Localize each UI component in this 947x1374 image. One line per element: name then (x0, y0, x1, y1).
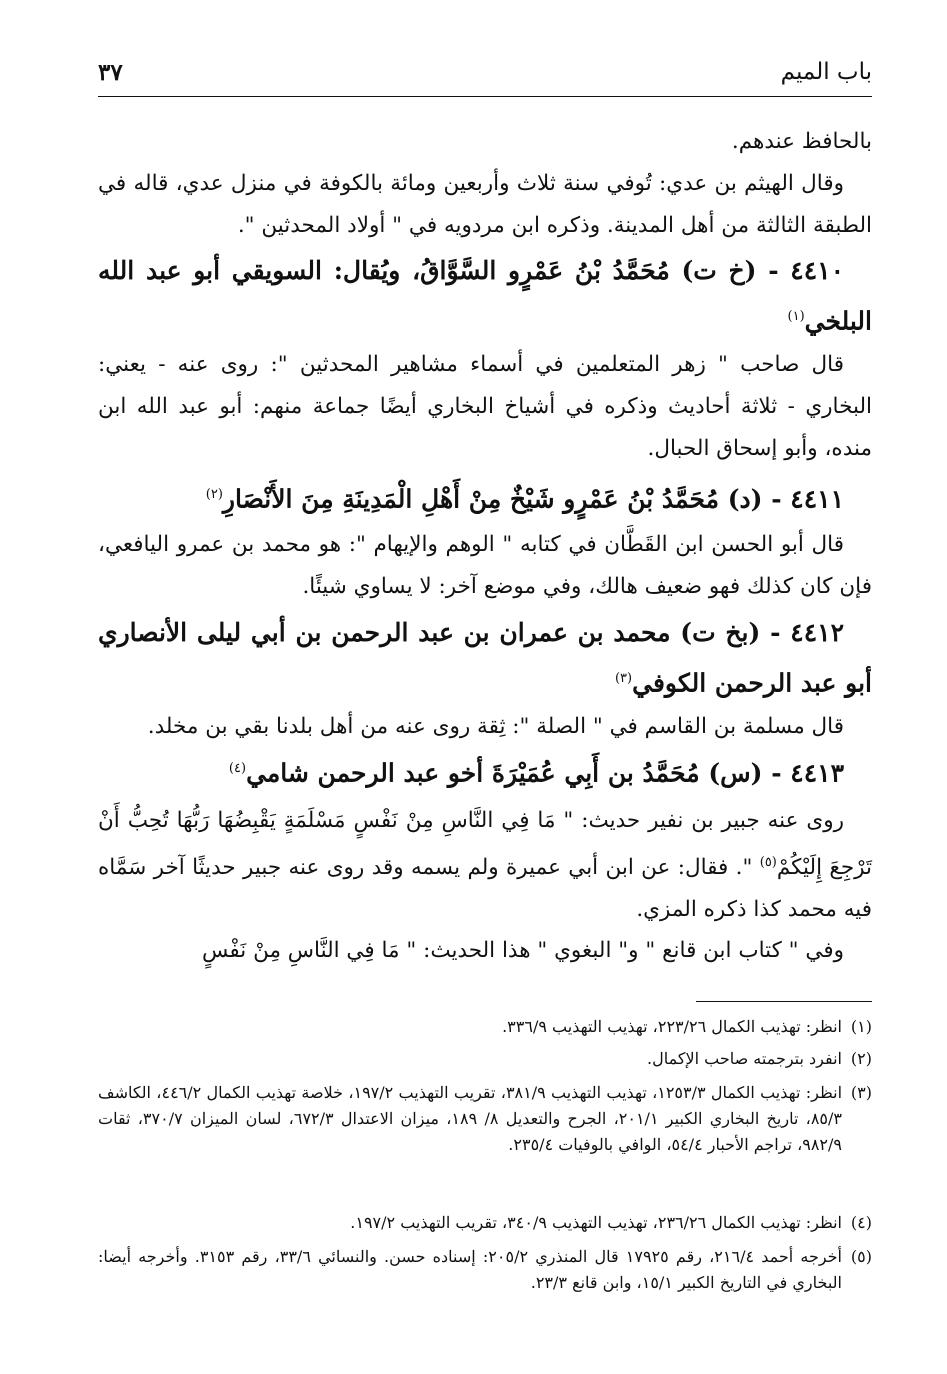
running-head: باب الميم (780, 59, 872, 85)
footnote-ref: (٤) (228, 761, 247, 776)
footnote-item (98, 1244, 872, 1296)
footnote-ref: (٥) (759, 855, 777, 870)
hadith-text: روى عنه جبير بن نفير حديث: " مَا فِي النَّاسِ مِنْ نَفْسٍ مَسْلَمَةٍ يَقْبِضُهَا رَبُّهَا تُحِبُّ أَنْ تَرْجِعَ إِلَيْكُمْ (98, 808, 873, 881)
footnote-item (98, 1210, 872, 1236)
footnote-ref: (٣) (614, 671, 633, 686)
footnote-text: انظر: تهذيب الكمال ١٢٥٣/٣، تهذيب التهذيب ٣٨١/٩، تقريب التهذيب ١٩٧/٢، خلاصة تهذيب الكمال ٤٤٦/٢، الكاشف ٨٥/٣، تاريخ البخاري الكبير ٢٠١/١، الجرح والتعديل ٨/ ١٨٩، ميزان الاعتدال ٦٧٢/٣، لسان الميزان ٣٧٠/٧، ثقات ٩٨٢/٩، تراجم الأحبار ٥٤/٤، الوافي بالوفيات ٢٣٥/٤. (98, 1083, 843, 1154)
footnote-ref: (٢) (205, 487, 223, 502)
header-rule (98, 96, 872, 97)
footnote-item (98, 1046, 872, 1072)
footnote-number: (٢) (850, 1049, 872, 1068)
page-number: ٣٧ (98, 59, 123, 86)
paragraph-text: قال أبو الحسن ابن القَطَّان في كتابه " الوهم والإيهام ": هو محمد بن عمرو اليافعي، فإن كان كذلك فهو ضعيف هالك، وفي موضع آخر: لا يساوي شيئًا. (98, 532, 872, 599)
paragraph-text: وقال الهيثم بن عدي: تُوفي سنة ثلاث وأربعين ومائة بالكوفة في منزل عدي، قاله في الطبقة الثالثة من أهل المدينة. وذكره ابن مردويه في " أولاد المحدثين ". (98, 171, 872, 238)
entry-heading-4412 (98, 610, 872, 706)
entry-heading-text: ٤٤١٣ - (س) مُحَمَّدُ بن أَبِي عُمَيْرَةَ أخو عبد الرحمن شامي (246, 758, 844, 788)
entry-heading-text: ٤٤١٠ - (خ ت) مُحَمَّدُ بْنُ عَمْرٍو السَّوَّاقُ، ويُقال: السويقي أبو عبد الله البلخي (98, 256, 872, 336)
footnote-ref: (١) (787, 309, 805, 324)
footnote-number: (٤) (850, 1213, 872, 1232)
footnote-text: أخرجه أحمد ٢١٦/٤، رقم ١٧٩٢٥ قال المنذري ٢٠٥/٢: إسناده حسن. والنسائي ٣٣/٦، رقم ٣١٥٣. وأخرجه أيضا: البخاري في التاريخ الكبير ١٥/١، وابن قانع ٢٣/٣. (98, 1247, 843, 1292)
entry-heading-4413 (98, 746, 872, 796)
paragraph (98, 121, 872, 163)
paragraph-text: قال صاحب " زهر المتعلمين في أسماء مشاهير المحدثين ": روى عنه - يعني: البخاري - ثلاثة أحاديث وذكره في أشياخ البخاري أيضًا جماعة منهم: أبو عبد الله ابن منده، وأبو إسحاق الحبال. (98, 352, 872, 461)
paragraph (98, 163, 872, 247)
footnote-number: (٣) (850, 1083, 872, 1102)
paragraph-text: وفي " كتاب ابن قانع " و" البغوي " هذا الحديث: " مَا فِي النَّاسِ مِنْ نَفْسٍ (201, 938, 844, 963)
paragraph (98, 344, 872, 470)
page-header (98, 55, 872, 95)
entry-heading-text: ٤٤١١ - (د) مُحَمَّدُ بْنُ عَمْرٍو شَيْخٌ مِنْ أَهْلِ الْمَدِينَةِ مِنَ الأَنْصَارِ (222, 484, 844, 514)
footnote-item (98, 1014, 872, 1040)
paragraph-text: قال مسلمة بن القاسم في " الصلة ": ثِقة روى عنه من أهل بلدنا بقي بن مخلد. (147, 714, 844, 739)
paragraph (98, 524, 872, 608)
paragraph-text: بالحافظ عندهم. (731, 129, 872, 154)
entry-heading-4411 (98, 472, 872, 522)
paragraph (98, 800, 872, 931)
footnote-text: انظر: تهذيب الكمال ٢٢٣/٢٦، تهذيب التهذيب ٣٣٦/٩. (502, 1017, 842, 1036)
footnote-number: (٥) (850, 1247, 872, 1266)
footnote-number: (١) (850, 1017, 872, 1036)
footnote-rule (696, 1001, 872, 1002)
footnote-text: انظر: تهذيب الكمال ٢٣٦/٢٦، تهذيب التهذيب ٣٤٠/٩، تقريب التهذيب ١٩٧/٢. (350, 1213, 842, 1232)
paragraph (98, 930, 872, 972)
footnote-text: انفرد بترجمته صاحب الإكمال. (647, 1049, 842, 1068)
entry-heading-text: ٤٤١٢ - (بخ ت) محمد بن عمران بن عبد الرحمن بن أبي ليلى الأنصاري أبو عبد الرحمن الكوفي (98, 618, 872, 698)
footnote-item (98, 1080, 872, 1158)
paragraph-text: ". فقال: عن ابن أبي عميرة ولم يسمه وقد روى عنه جبير حديثًا آخر سَمَّاه فيه محمد كذا ذكره المزي. (98, 855, 872, 923)
paragraph (98, 706, 872, 748)
entry-heading-4410 (98, 248, 872, 344)
